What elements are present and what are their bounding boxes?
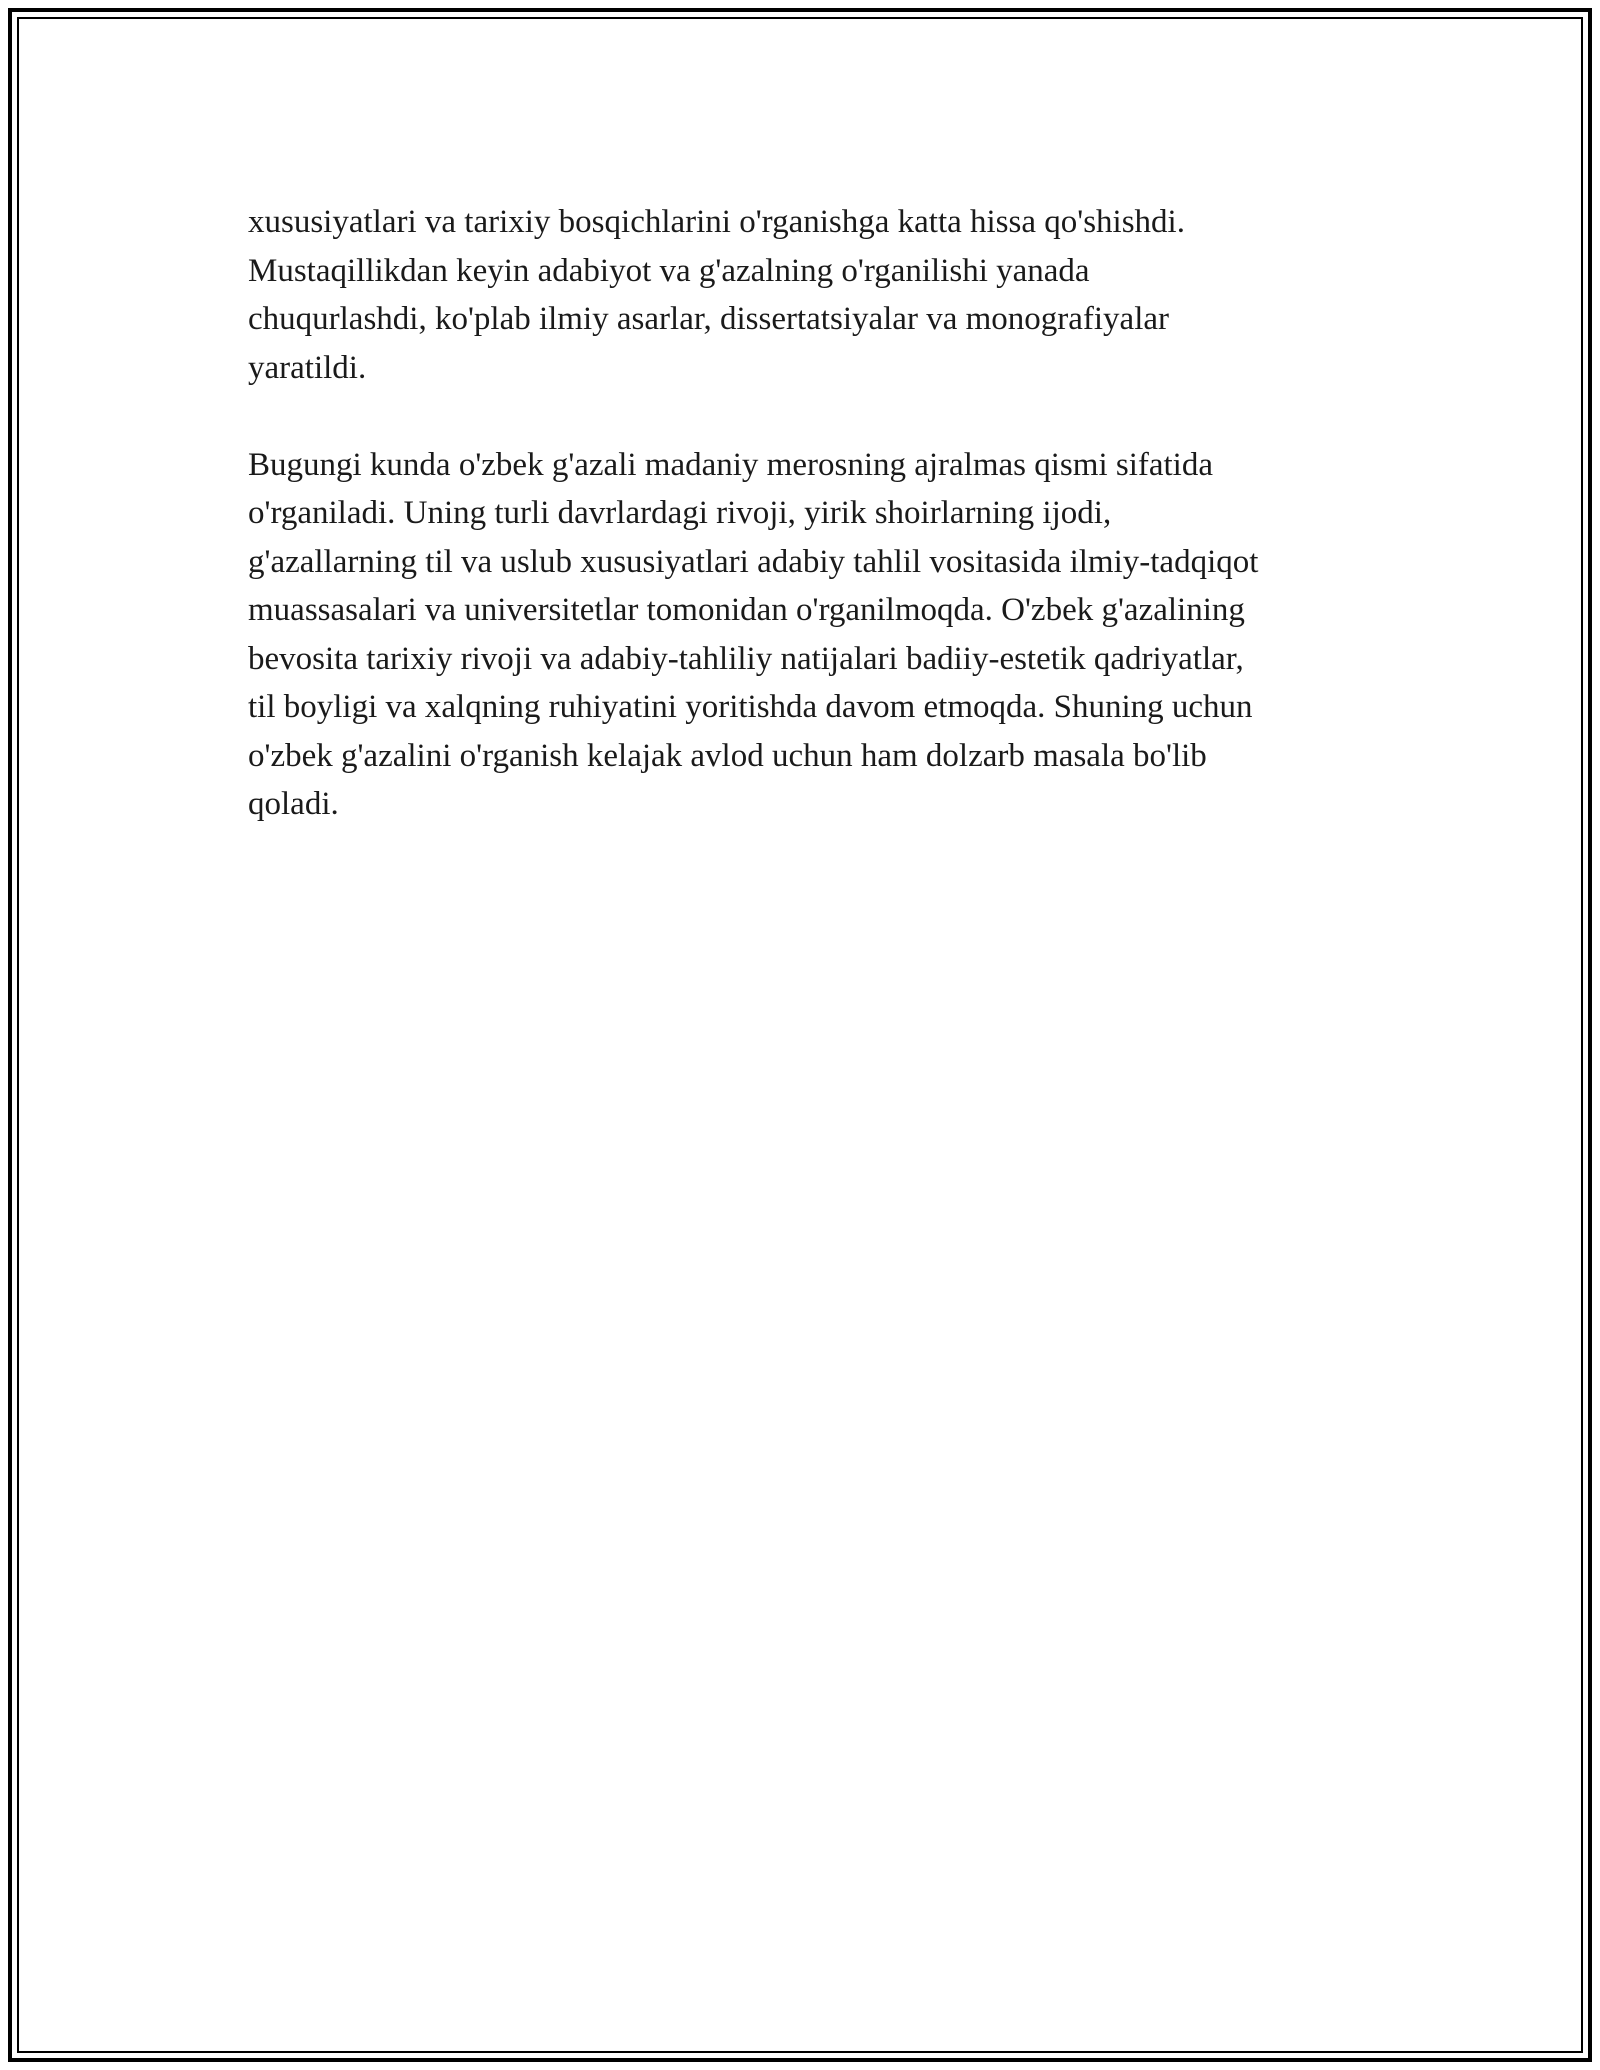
text-line: g'azallarning til va uslub xususiyatlari adabiy tahlil vositasida ilmiy-tadqiqot — [248, 543, 1259, 580]
text-line: xususiyatlari va tarixiy bosqichlarini o'rganishga katta hissa qo'shishdi. — [248, 204, 1185, 240]
paragraph-1 — [248, 198, 1388, 392]
text-line: bevosita tarixiy rivoji va adabiy-tahliliy natijalari badiiy-estetik qadriyatlar, — [248, 640, 1244, 677]
document-body — [248, 198, 1388, 829]
text-line: o'zbek g'azalini o'rganish kelajak avlod uchun ham dolzarb masala bo'lib — [248, 737, 1207, 774]
page-frame — [8, 8, 1592, 2062]
text-line: qoladi. — [248, 786, 339, 822]
text-line: muassasalari va universitetlar tomonidan o'rganilmoqda. O'zbek g'azalining — [248, 592, 1245, 628]
text-line: yaratildi. — [248, 349, 367, 386]
text-line: Bugungi kunda o'zbek g'azali madaniy merosning ajralmas qismi sifatida — [248, 446, 1213, 483]
text-line: o'rganiladi. Uning turli davrlardagi rivoji, yirik shoirlarning ijodi, — [248, 495, 1112, 531]
paragraph-2 — [248, 441, 1388, 829]
text-line: Mustaqillikdan keyin adabiyot va g'azalning o'rganilishi yanada — [248, 252, 1090, 289]
text-line: chuqurlashdi, ko'plab ilmiy asarlar, dissertatsiyalar va monografiyalar — [248, 301, 1170, 337]
text-line: til boyligi va xalqning ruhiyatini yoritishda davom etmoqda. Shuning uchun — [248, 689, 1253, 725]
